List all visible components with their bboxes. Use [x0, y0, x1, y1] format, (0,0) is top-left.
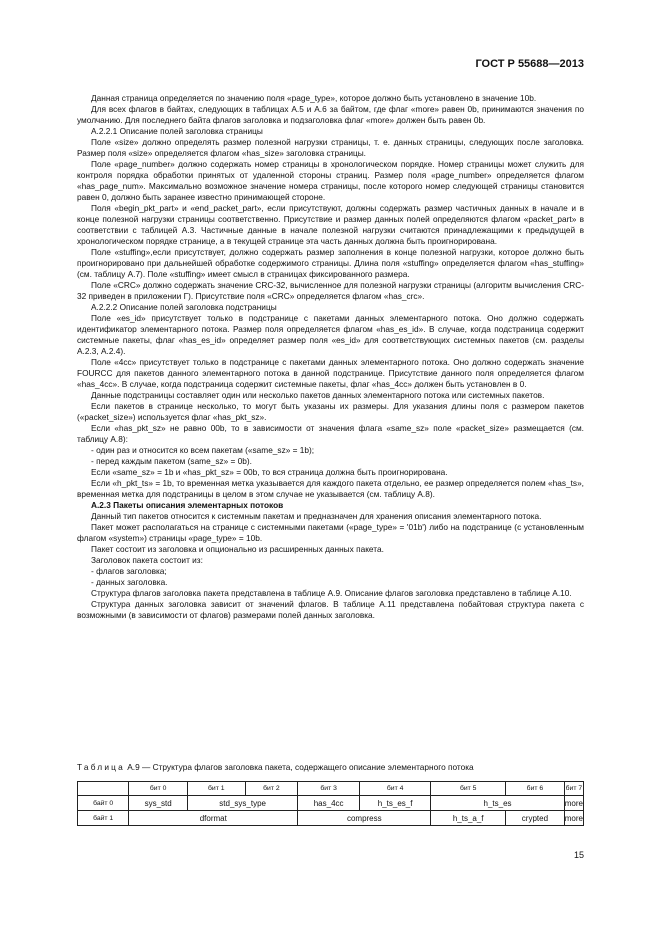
paragraph: - перед каждым пакетом (same_sz» = 0b).: [91, 456, 252, 466]
paragraph: Структура флагов заголовка пакета представлена в таблице А.9. Описание флагов заголовка представлено в таблице А.10.: [91, 588, 572, 598]
body-text: [77, 93, 584, 621]
paragraph: Поле «es_id» присутствует только в подстранице с пакетами данных элементарного потока. Оно должно содержать идентификатор элементарного потока. Размер поля определяется флагом «has_es_id». В случае, когда подстраница содержит системные пакеты, флаг «has_es_id» определяет размер поля «es_id» для соответствующих системных пакетов (см. разделы А.2.3, А.2.4).: [77, 313, 584, 356]
table-caption: [77, 762, 474, 772]
flag-cell: std_sys_type: [188, 796, 298, 811]
flag-cell: dformat: [129, 811, 298, 826]
table-caption-text: А.9 — Структура флагов заголовка пакета, содержащего описание элементарного потока: [124, 762, 474, 772]
paragraph: Данные подстраницы составляет один или несколько пакетов данных элементарного потока или системных пакетов.: [91, 390, 545, 400]
paragraph: Данная страница определяется по значению поля «page_type», которое должно быть установлено в значение 10b.: [91, 93, 537, 103]
paragraph: - один раз и относится ко всем пакетам («same_sz» = 1b);: [91, 445, 315, 455]
bit-header-cell: бит 2: [245, 782, 298, 796]
table-header-row: [78, 782, 584, 796]
bit-header-cell: бит 3: [298, 782, 360, 796]
flag-cell: compress: [298, 811, 431, 826]
byte-label-cell: байт 1: [78, 811, 129, 826]
byte-label-cell: байт 0: [78, 796, 129, 811]
flag-cell: crypted: [506, 811, 565, 826]
paragraph: Поле «stuffing»,если присутствует, должно содержать размер заполнения в конце полезной нагрузки, которое должно быть проигнорировано при дальнейшей обработке содержимого страницы. Длина поля «stuffing» определяется флагом «has_stuffing» (см. таблицу А.7). Поле «stuffing» имеет смысл в страницах фиксированного размера.: [77, 247, 584, 279]
paragraph: Поля «begin_pkt_part» и «end_packet_part», если присутствуют, должны содержать размер частичных данных в начале и в конце полезной нагрузки страницы соответственно. Присутствие и размер данных полей определяются флагом «packet_part» в соответствии с таблицей А.3. Частичные данные в начале полезной нагрузки считаются принадлежащими к предыдущей в хронологическом порядке странице, а в текущей странице эта часть данных должна быть проигнорирована.: [77, 203, 584, 246]
paragraph: Поле «CRC» должно содержать значение CRC-32, вычисленное для полезной нагрузки страницы (алгоритм вычисления CRC-32 приведен в приложении Г). Присутствие поля «CRC» определяется флагом «has_crc».: [77, 280, 584, 301]
flag-cell: h_ts_es_f: [359, 796, 430, 811]
paragraph: Поле «4cc» присутствует только в подстранице с пакетами данных элементарного потока. Оно должно содержать значение FOURCC для пакетов данного элементарного потока в данной подстранице. Присутствие данного поля определяется флагом «has_4cc». В случае, когда подстраница содержит системные пакеты, флаг «has_4cc» должен быть установлен в 0.: [77, 357, 584, 389]
paragraph: Если «h_pkt_ts» = 1b, то временная метка указывается для каждого пакета отдельно, ее размер определяется полем «has_ts», временная метка для подстраницы в целом в этом случае не указывается (см. таблицу А.8).: [77, 478, 584, 499]
table-row: [78, 811, 584, 826]
flags-table: [77, 781, 584, 826]
bit-header-cell: бит 0: [129, 782, 188, 796]
paragraph: - флагов заголовка;: [91, 566, 167, 576]
table-caption-label: Таблица: [77, 762, 125, 772]
document-id: ГОСТ Р 55688—2013: [475, 58, 584, 70]
paragraph: Поле «page_number» должно содержать номер страницы в хронологическом порядке. Номер страницы может служить для контроля порядка обработки принятых от удаленной стороны страниц. Размер поля «page_number» определяется флагом «has_page_num». Максимально возможное значение номера страницы, после которого номер следующей страницы становится равен 0, должно быть заранее известно принимающей стороне.: [77, 159, 584, 202]
paragraph: Для всех флагов в байтах, следующих в таблицах А.5 и А.6 за байтом, где флаг «more» равен 0b, принимаются значения по умолчанию. Для последнего байта флагов заголовка и подзаголовка флаг «more» должен быть равен 0b.: [77, 104, 584, 125]
bit-header-cell: бит 1: [188, 782, 246, 796]
paragraph: Структура данных заголовка зависит от значений флагов. В таблице А.11 представлена побайтовая структура пакета с возможными (в зависимости от флагов) размерами полей данных заголовка.: [77, 599, 584, 620]
paragraph: Заголовок пакета состоит из:: [91, 555, 203, 565]
paragraph: Пакет состоит из заголовка и опционально из расширенных данных пакета.: [91, 544, 384, 554]
flag-cell: more: [564, 811, 583, 826]
flag-cell: sys_std: [129, 796, 188, 811]
paragraph: А.2.2.2 Описание полей заголовка подстраницы: [91, 302, 277, 312]
paragraph: Данный тип пакетов относится к системным пакетам и предназначен для хранения описания элементарного потока.: [91, 511, 542, 521]
page-number: 15: [573, 850, 584, 860]
paragraph: Если пакетов в странице несколько, то могут быть указаны их размеры. Для указания длины поля с размером пакетов («packet_size») используется флаг «has_pkt_sz».: [77, 401, 584, 422]
paragraph: - данных заголовка.: [91, 577, 168, 587]
paragraph: Пакет может располагаться на странице с системными пакетами («page_type» = '01b') либо на подстранице (с установленным флагом «system») страницы «page_type» = 10b.: [77, 522, 584, 543]
flag-cell: h_ts_a_f: [431, 811, 506, 826]
bit-header-cell: бит 4: [359, 782, 430, 796]
table-row: [78, 796, 584, 811]
flag-cell: more: [564, 796, 583, 811]
flag-cell: has_4cc: [298, 796, 360, 811]
bit-header-cell: бит 7: [564, 782, 583, 796]
flag-cell: h_ts_es: [431, 796, 564, 811]
paragraph: А.2.3 Пакеты описания элементарных потоков: [91, 500, 284, 510]
paragraph: Если «has_pkt_sz» не равно 00b, то в зависимости от значения флага «same_sz» поле «packet_size» размещается (см. таблицу А.8):: [77, 423, 584, 444]
bit-header-cell: бит 6: [506, 782, 565, 796]
paragraph: Поле «size» должно определять размер полезной нагрузки страницы, т. е. данных страницы, следующих после заголовка. Размер поля «size» определяется флагом «has_size» заголовка страницы.: [77, 137, 584, 158]
bit-header-cell: бит 5: [431, 782, 506, 796]
paragraph: Если «same_sz» = 1b и «has_pkt_sz» = 00b, то вся страница должна быть проигнорирована.: [91, 467, 448, 477]
table-corner-cell: [78, 782, 129, 796]
paragraph: А.2.2.1 Описание полей заголовка страницы: [91, 126, 263, 136]
